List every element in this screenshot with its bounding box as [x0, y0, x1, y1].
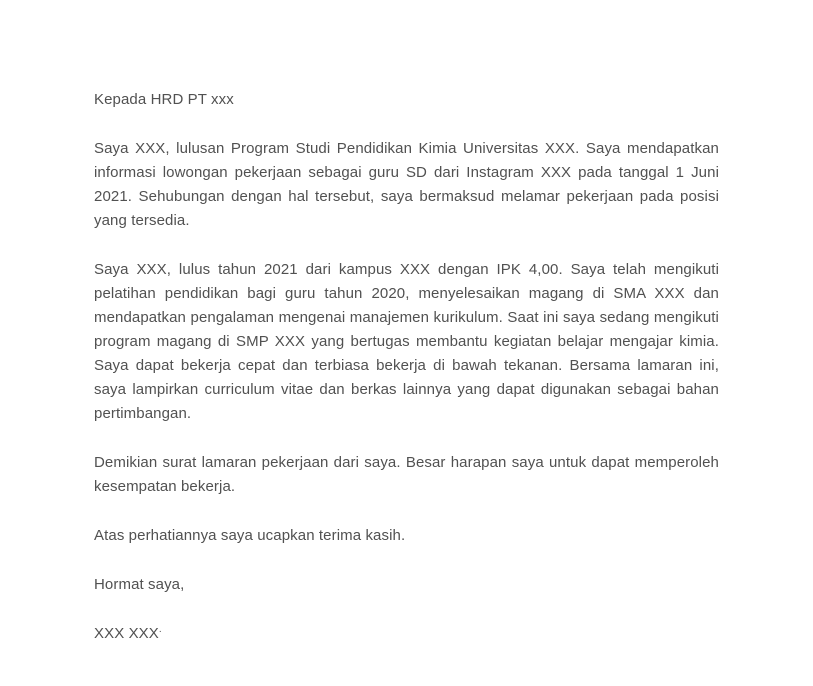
signature-superscript-dot: . [158, 624, 162, 635]
letter-signature-name: XXX XXX [94, 625, 159, 642]
letter-paragraph-qualifications: Saya XXX, lulus tahun 2021 dari kampus XXX dengan IPK 4,00. Saya telah mengikuti pelatihan pendidikan bagi guru tahun 2020, menyelesaikan magang di SMA XXX dan mendapatkan pengalaman mengenai manajemen kurikulum. Saat ini saya sedang mengikuti program magang di SMP XXX yang bertugas membantu kegiatan belajar mengajar kimia. Saya dapat bekerja cepat dan terbiasa bekerja di bawah tekanan. Bersama lamaran ini, saya lampirkan curriculum vitae dan berkas lainnya yang dapat digunakan sebagai bahan pertimbangan. [94, 261, 719, 422]
letter-salutation-closing: Hormat saya, [94, 576, 185, 593]
letter-thanks-line: Atas perhatiannya saya ucapkan terima kasih. [94, 527, 406, 544]
job-application-letter [94, 88, 719, 646]
letter-paragraph-introduction: Saya XXX, lulusan Program Studi Pendidikan Kimia Universitas XXX. Saya mendapatkan informasi lowongan pekerjaan sebagai guru SD dari Instagram XXX pada tanggal 1 Juni 2021. Sehubungan dengan hal tersebut, saya bermaksud melamar pekerjaan pada posisi yang tersedia. [94, 140, 719, 229]
letter-signature-line [94, 622, 719, 646]
letter-recipient-text: Kepada HRD PT xxx [94, 91, 234, 108]
letter-recipient [94, 88, 719, 112]
letter-paragraph-closing-statement: Demikian surat lamaran pekerjaan dari saya. Besar harapan saya untuk dapat memperoleh kesempatan bekerja. [94, 454, 719, 495]
